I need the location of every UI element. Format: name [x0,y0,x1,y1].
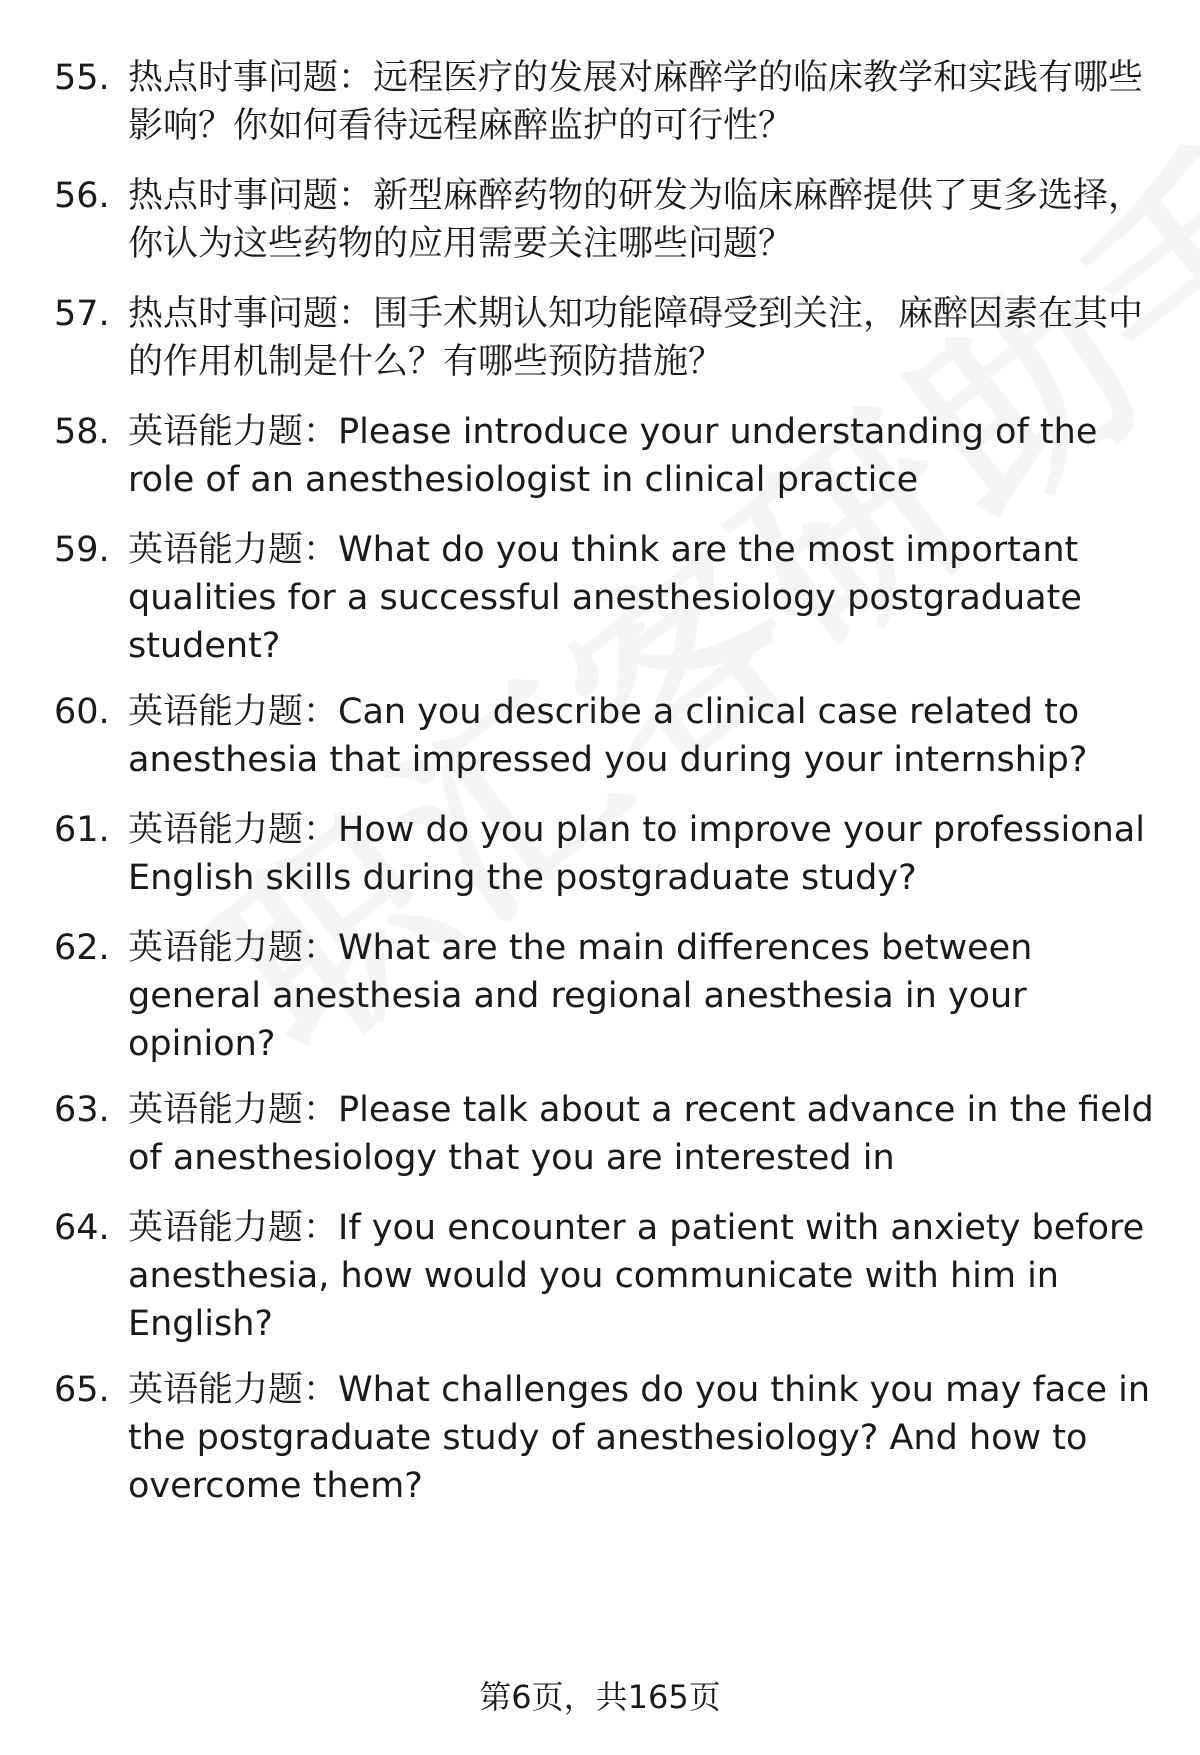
page-footer: 第6页，共165页 [479,1678,721,1716]
question-text: 热点时事问题：新型麻醉药物的研发为临床麻醉提供了更多选择，你认为这些药物的应用需要关注哪些问题？ [128,176,1144,264]
question-number: 56. [54,176,110,216]
list-item [54,1086,1164,1182]
question-text: 英语能力题：If you encounter a patient with anxiety before anesthesia, how would you communicate with him in English? [128,1208,1145,1344]
question-text: 英语能力题：How do you plan to improve your professional English skills during the postgraduate study? [128,810,1145,898]
question-number: 65. [54,1370,110,1410]
question-text: 英语能力题：Please introduce your understanding of the role of an anesthesiologist in clinical practice [128,412,1098,500]
list-item [54,924,1164,1068]
question-number: 62. [54,928,110,968]
question-text: 英语能力题：Can you describe a clinical case related to anesthesia that impressed you during your internship? [128,692,1088,780]
question-number: 55. [54,58,110,98]
question-text: 热点时事问题：远程医疗的发展对麻醉学的临床教学和实践有哪些影响？你如何看待远程麻醉监护的可行性？ [128,58,1144,146]
list-item [54,290,1164,386]
list-item [54,408,1164,504]
list-item [54,172,1164,268]
question-number: 64. [54,1208,110,1248]
list-item [54,54,1164,150]
question-text: 英语能力题：What do you think are the most important qualities for a successful anesthesiology postgraduate student? [128,530,1082,666]
list-item [54,1366,1164,1510]
question-text: 英语能力题：What challenges do you think you may face in the postgraduate study of anesthesiology? And how to overcome them? [128,1370,1151,1506]
question-number: 57. [54,294,110,334]
question-text: 英语能力题：Please talk about a recent advance in the field of anesthesiology that you are interested in [128,1090,1154,1178]
list-item [54,688,1164,784]
list-item [54,806,1164,902]
question-number: 58. [54,412,110,452]
question-text: 热点时事问题：围手术期认知功能障碍受到关注，麻醉因素在其中的作用机制是什么？有哪些预防措施？ [128,294,1144,382]
question-number: 60. [54,692,110,732]
question-number: 61. [54,810,110,850]
question-number: 63. [54,1090,110,1130]
list-item [54,1204,1164,1348]
list-item [54,526,1164,670]
question-text: 英语能力题：What are the main differences between general anesthesia and regional anesthesia in your opinion? [128,928,1033,1064]
question-number: 59. [54,530,110,570]
